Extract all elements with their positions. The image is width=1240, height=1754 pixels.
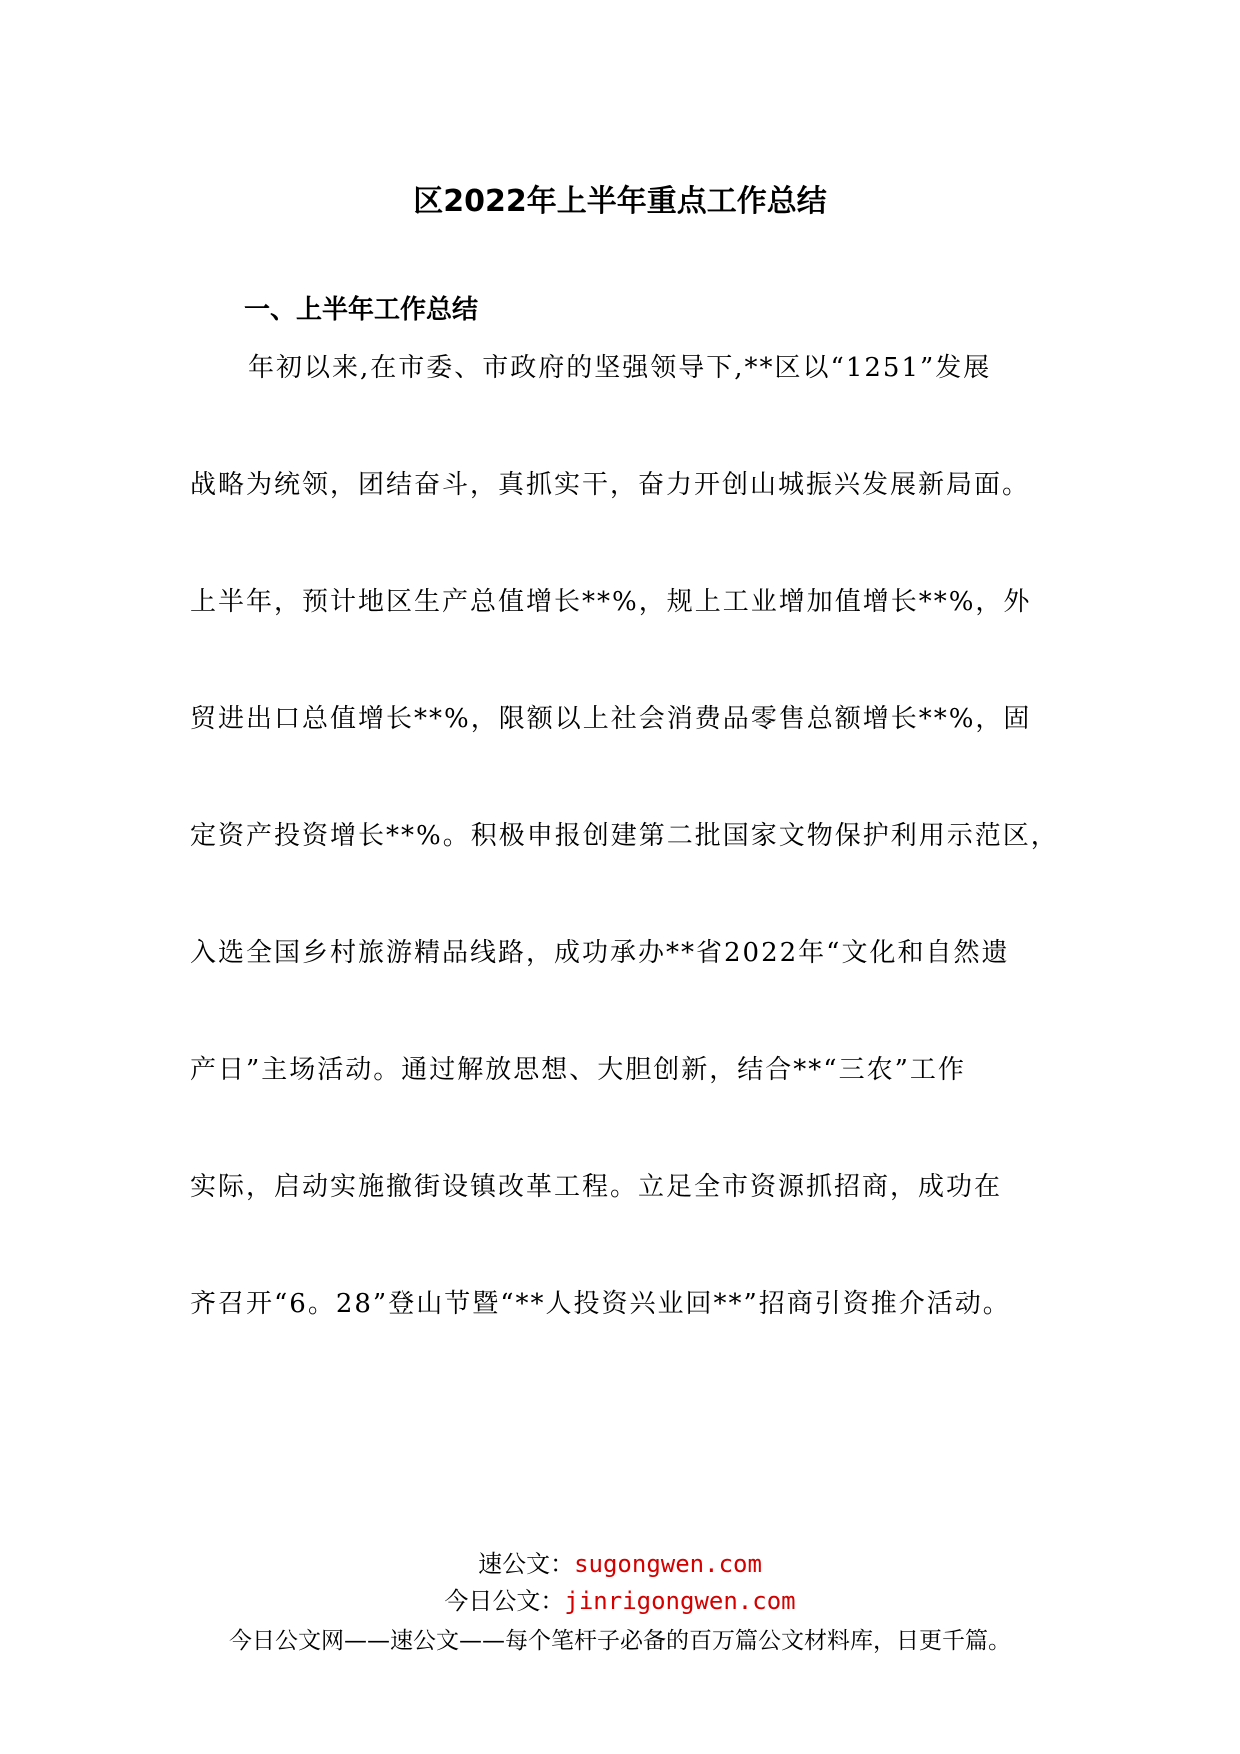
paragraph-line: 贸进出口总值增长**%，限额以上社会消费品零售总额增长**%，固: [190, 704, 1032, 734]
footer-line-jinrigongwen: [0, 1585, 1240, 1617]
footer-line-sugongwen: [0, 1548, 1240, 1580]
paragraph-line: 上半年，预计地区生产总值增长**%，规上工业增加值增长**%，外: [190, 587, 1032, 617]
footer-note: 今日公文网——速公文——每个笔杆子必备的百万篇公文材料库，日更千篇。: [229, 1628, 1011, 1654]
section-heading: 一、上半年工作总结: [244, 295, 479, 325]
sugongwen-link[interactable]: sugongwen.com: [574, 1550, 762, 1578]
jinrigongwen-link[interactable]: jinrigongwen.com: [564, 1587, 796, 1615]
paragraph-line: 定资产投资增长**%。积极申报创建第二批国家文物保护利用示范区，: [190, 821, 1059, 851]
paragraph-line: 产日”主场活动。通过解放思想、大胆创新，结合**“三农”工作: [190, 1055, 966, 1085]
footer-label: 今日公文：: [444, 1587, 565, 1615]
paragraph-line: 实际，启动实施撤街设镇改革工程。立足全市资源抓招商，成功在: [190, 1172, 1003, 1202]
paragraph-line: 年初以来,在市委、市政府的坚强领导下,**区以“1251”发展: [248, 353, 992, 383]
document-title: 区2022年上半年重点工作总结: [413, 184, 827, 219]
footer-label: 速公文：: [478, 1550, 575, 1578]
paragraph-line: 齐召开“6。28”登山节暨“**人投资兴业回**”招商引资推介活动。: [190, 1289, 1011, 1319]
paragraph-line: 战略为统领，团结奋斗，真抓实干，奋力开创山城振兴发展新局面。: [190, 470, 1031, 500]
paragraph-line: 入选全国乡村旅游精品线路，成功承办**省2022年“文化和自然遗: [190, 938, 1010, 968]
